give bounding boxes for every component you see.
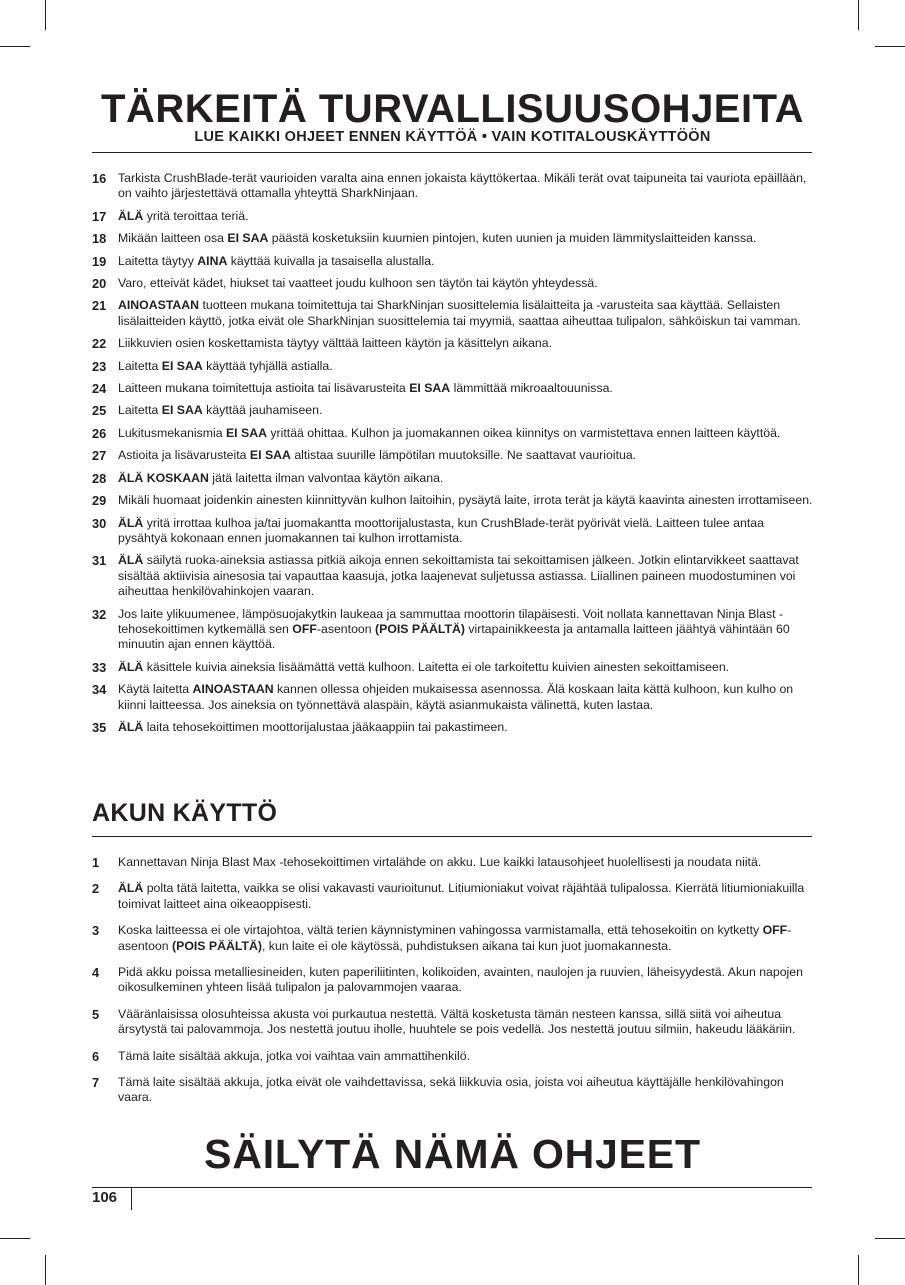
list-item [92, 682, 814, 713]
emphasis-text: AINOASTAAN [192, 682, 274, 697]
text-run: kannen ollessa ohjeiden mukaisessa asennossa. Älä koskaan laita kättä kulhoon, kun kulho on kiinni laitteessa. Jos aineksia on työnnettävä alaspäin, käytä asianmukaista välinettä, kuten lastaa. [118, 682, 794, 712]
emphasis-text: ÄLÄ [118, 515, 144, 530]
header-divider [92, 152, 812, 153]
crop-mark [875, 46, 905, 47]
text-run: Koska laitteessa ei ole virtajohtoa, vältä terien käynnistyminen vahingossa varmistamalla, että tehosekoitin on kytketty [118, 923, 763, 938]
page-subtitle: LUE KAIKKI OHJEET ENNEN KÄYTTÖÄ • VAIN KOTITALOUSKÄYTTÖÖN [194, 129, 711, 145]
item-text [118, 381, 613, 395]
item-number: 2 [92, 881, 100, 897]
item-text [118, 426, 780, 440]
text-run: käyttää jauhamiseen. [202, 403, 323, 418]
list-item [92, 1075, 814, 1106]
crop-mark [0, 1238, 30, 1239]
list-item [92, 965, 814, 996]
emphasis-text: ÄLÄ [118, 719, 144, 734]
item-text [118, 171, 806, 200]
text-run: Tämä laite sisältää akkuja, jotka eivät ole vaihdettavissa, sekä liikkuvia osia, joista voi aiheutua käyttäjälle henkilövahingon vaara. [118, 1075, 784, 1105]
item-text [118, 209, 249, 223]
text-run: päästä kosketuksiin kuumien pintojen, kuten uunien ja muiden lämmityslaitteiden kanssa. [268, 231, 757, 246]
crop-mark [45, 1255, 46, 1285]
item-number: 32 [92, 606, 107, 622]
footer-divider [92, 1187, 812, 1188]
safety-instructions-list [92, 171, 814, 742]
item-number: 23 [92, 358, 107, 374]
emphasis-text: EI SAA [249, 448, 291, 463]
text-run: polta tätä laitetta, vaikka se olisi vakavasti vaurioitunut. Litiumioniakut voivat räjähtää tulipalossa. Kierrätä litiumioniakuilla toimivat laitteet aina oikeaoppisesti. [118, 881, 805, 911]
list-item [92, 448, 814, 463]
list-item [92, 1007, 814, 1038]
crop-mark [858, 0, 859, 30]
item-number: 16 [92, 171, 107, 186]
item-text [118, 1007, 795, 1036]
item-text [118, 1075, 784, 1104]
list-item [92, 720, 814, 735]
list-item [92, 553, 814, 599]
text-run: -asentoon [316, 621, 376, 636]
text-run: virtapainikkeesta ja antamalla laitteen jäähtyä vähintään 60 minuutin ajan ennen käyttöä. [118, 621, 790, 652]
text-run: Laitetta täytyy [118, 253, 198, 268]
item-text [118, 855, 761, 869]
item-text [118, 607, 790, 652]
text-run: tuotteen mukana toimitettuja tai SharkNinjan suosittelemia lisälaitteita ja -varusteita saa käyttää. Sellaisten lisälaitteiden käyttö, jotka eivät ole SharkNinjan suosittelemia tai myymiä, saattaa aiheuttaa tulipalon, sähköiskun tai vamman. [118, 298, 801, 328]
item-number: 21 [92, 298, 107, 314]
list-item [92, 426, 814, 441]
text-run: Pidä akku poissa metalliesineiden, kuten paperiliitinten, kolikoiden, avainten, naulojen ja ruuvien, läheisyydestä. Akun napojen oikosulkeminen yhteen lisää tulipalon ja palovammojen vaaraa. [118, 965, 803, 995]
text-run: käsittele kuivia aineksia lisäämättä vettä kulhoon. Laitetta ei ole tarkoitettu kuivien ainesten sekoittamiseen. [143, 659, 730, 674]
list-item [92, 231, 814, 246]
item-number: 17 [92, 208, 107, 224]
list-item [92, 471, 814, 486]
text-run: Tämä laite sisältää akkuja, jotka voi vaihtaa vain ammattihenkilö. [118, 1048, 470, 1063]
text-run: Jos laite ylikuumenee, lämpösuojakytkin laukeaa ja sammuttaa moottorin tilapäisesti. Voit nollata kannettavan Ninja Blast -tehosekoittimen kytkemällä sen [118, 606, 784, 636]
item-number: 31 [92, 553, 107, 569]
item-number: 28 [92, 470, 107, 486]
list-item [92, 254, 814, 269]
text-run: yrittää ohittaa. Kulhon ja juomakannen oikea kiinnitys on varmistettava ennen laitteen käyttöä. [266, 425, 781, 440]
emphasis-text: (POIS PÄÄLTÄ) [172, 938, 262, 953]
crop-mark [0, 46, 30, 47]
item-number: 34 [92, 682, 107, 698]
item-text [118, 923, 791, 952]
list-item [92, 881, 814, 912]
list-item [92, 607, 814, 653]
text-run: Varo, etteivät kädet, hiukset tai vaatteet joudu kulhoon sen täytön tai käytön yhteydessä. [118, 276, 598, 291]
item-text [118, 516, 764, 545]
crop-mark [858, 1255, 859, 1285]
text-run: Laitteen mukana toimitettuja astioita tai lisävarusteita [118, 381, 410, 396]
list-item [92, 855, 814, 870]
item-number: 7 [92, 1075, 100, 1091]
item-number: 22 [92, 336, 107, 352]
text-run: lämmittää mikroaaltouunissa. [450, 381, 613, 396]
text-run: Mikään laitteen osa [118, 231, 228, 246]
emphasis-text: EI SAA [227, 231, 269, 246]
item-number: 26 [92, 425, 107, 441]
text-run: Liikkuvien osien koskettamista täytyy välttää laitteen käytön ja käsittelyn aikana. [118, 336, 553, 351]
item-number: 29 [92, 493, 107, 509]
item-text [118, 553, 799, 598]
list-item [92, 276, 814, 291]
battery-section-title: AKUN KÄYTTÖ [92, 799, 278, 827]
text-run: Laitetta [118, 358, 162, 373]
item-number: 1 [92, 855, 100, 870]
emphasis-text: OFF [762, 923, 788, 938]
save-instructions-title: SÄILYTÄ NÄMÄ OHJEET [204, 1131, 701, 1177]
emphasis-text: EI SAA [225, 425, 267, 440]
item-text [118, 298, 801, 327]
list-item [92, 381, 814, 396]
item-text [118, 254, 434, 268]
emphasis-text: (POIS PÄÄLTÄ) [375, 621, 465, 636]
text-run: Vääränlaisissa olosuhteissa akusta voi purkautua nestettä. Vältä kosketusta tämän nesteen kanssa, sillä siitä voi aiheutua ärsytystä tai palovammoja. Jos nestettä joutuu iholle, huuhtele se pois vedellä. Jos nestettä joutuu silmiin, hakeudu lääkäriin. [118, 1006, 796, 1037]
text-run: , kun laite ei ole käytössä, puhdistuksen aikana tai kun juot juomakannesta. [261, 938, 672, 953]
emphasis-text: OFF [292, 621, 317, 636]
text-run: Mikäli huomaat joidenkin ainesten kiinnittyvän kulhon laitoihin, pysäytä laite, irrota terät ja käytä kaavinta ainesten irrottamiseen. [118, 493, 813, 508]
emphasis-text: ÄLÄ [118, 553, 144, 568]
text-run: Käytä laitetta [118, 682, 193, 697]
list-item [92, 1049, 814, 1064]
page-number: 106 [92, 1189, 118, 1206]
battery-divider [92, 836, 812, 837]
battery-instructions-list [92, 855, 814, 1117]
list-item [92, 516, 814, 547]
item-text [118, 359, 333, 373]
item-number: 25 [92, 403, 107, 419]
list-item [92, 298, 814, 329]
item-text [118, 682, 793, 711]
page-title: TÄRKEITÄ TURVALLISUUSOHJEITA [101, 87, 804, 131]
item-number: 27 [92, 448, 107, 464]
emphasis-text: ÄLÄ [118, 659, 144, 674]
text-run: Tarkista CrushBlade-terät vaurioiden varalta aina ennen jokaista käyttökertaa. Mikäli terät ovat taipuneita tai vauriota epäillään, on vaihto järjestettävä ottamalla yhteyttä SharkNinjaan. [118, 171, 807, 201]
text-run: käyttää kuivalla ja tasaisella alustalla. [227, 253, 435, 268]
text-run: jätä laitetta ilman valvontaa käytön aikana. [208, 470, 444, 485]
emphasis-text: EI SAA [161, 358, 203, 373]
item-text [118, 403, 322, 417]
emphasis-text: ÄLÄ KOSKAAN [118, 470, 209, 485]
item-number: 33 [92, 659, 107, 675]
item-number: 18 [92, 231, 107, 247]
item-number: 30 [92, 515, 107, 531]
text-run: Lukitusmekanismia [118, 425, 226, 440]
item-text [118, 471, 443, 485]
list-item [92, 359, 814, 374]
item-text [118, 276, 598, 290]
text-run: yritä irrottaa kulhoa ja/tai juomakantta moottorijalustasta, kun CrushBlade-terät pyörivät vielä. Laitteen tulee antaa pysähtyä kokonaan ennen juomakannen tai kulhon irrottamista. [118, 515, 764, 545]
text-run: Astioita ja lisävarusteita [118, 448, 250, 463]
emphasis-text: ÄLÄ [118, 881, 144, 896]
list-item [92, 336, 814, 351]
item-text [118, 965, 803, 994]
item-number: 6 [92, 1048, 100, 1064]
text-run: Kannettavan Ninja Blast Max -tehosekoittimen virtalähde on akku. Lue kaikki latausohjeet huolellisesti ja noudata niitä. [118, 855, 762, 869]
text-run: yritä teroittaa teriä. [143, 208, 249, 223]
text-run: laita tehosekoittimen moottorijalustaa jääkaappiin tai pakastimeen. [143, 719, 508, 734]
text-run: -asentoon [118, 923, 792, 953]
item-number: 3 [92, 923, 100, 939]
item-text [118, 720, 508, 734]
item-text [118, 231, 756, 245]
text-run: altistaa suurille lämpötilan muutoksille. Ne saattavat vaurioitua. [290, 448, 637, 463]
item-number: 24 [92, 381, 107, 397]
item-number: 5 [92, 1006, 100, 1022]
emphasis-text: ÄLÄ [118, 208, 144, 223]
item-text [118, 881, 804, 910]
item-text [118, 336, 552, 350]
list-item [92, 403, 814, 418]
list-item [92, 171, 814, 202]
list-item [92, 493, 814, 508]
list-item [92, 660, 814, 675]
emphasis-text: AINOASTAAN [118, 298, 200, 313]
item-number: 19 [92, 253, 107, 269]
text-run: käyttää tyhjällä astialla. [202, 358, 333, 373]
list-item [92, 923, 814, 954]
crop-mark [45, 0, 46, 30]
item-number: 4 [92, 965, 100, 981]
item-text [118, 1049, 470, 1063]
item-number: 35 [92, 719, 107, 735]
item-text [118, 660, 729, 674]
crop-mark [875, 1238, 905, 1239]
item-text [118, 448, 636, 462]
text-run: Laitetta [118, 403, 162, 418]
page-number-separator [131, 1188, 132, 1210]
text-run: säilytä ruoka-aineksia astiassa pitkiä aikoja ennen sekoittamista tai sekoittamisen jälkeen. Jotkin elintarvikkeet saattavat sisältää aktiivisia ainesosia tai vapauttaa kaasuja, jotka laajenevat suljetussa astiassa. Liiallinen paineen muodostuminen voi aiheuttaa henkilövahinkojen vaaran. [118, 553, 799, 599]
emphasis-text: AINA [197, 253, 228, 268]
list-item [92, 209, 814, 224]
emphasis-text: EI SAA [409, 381, 451, 396]
item-number: 20 [92, 276, 107, 292]
item-text [118, 493, 812, 507]
emphasis-text: EI SAA [161, 403, 203, 418]
